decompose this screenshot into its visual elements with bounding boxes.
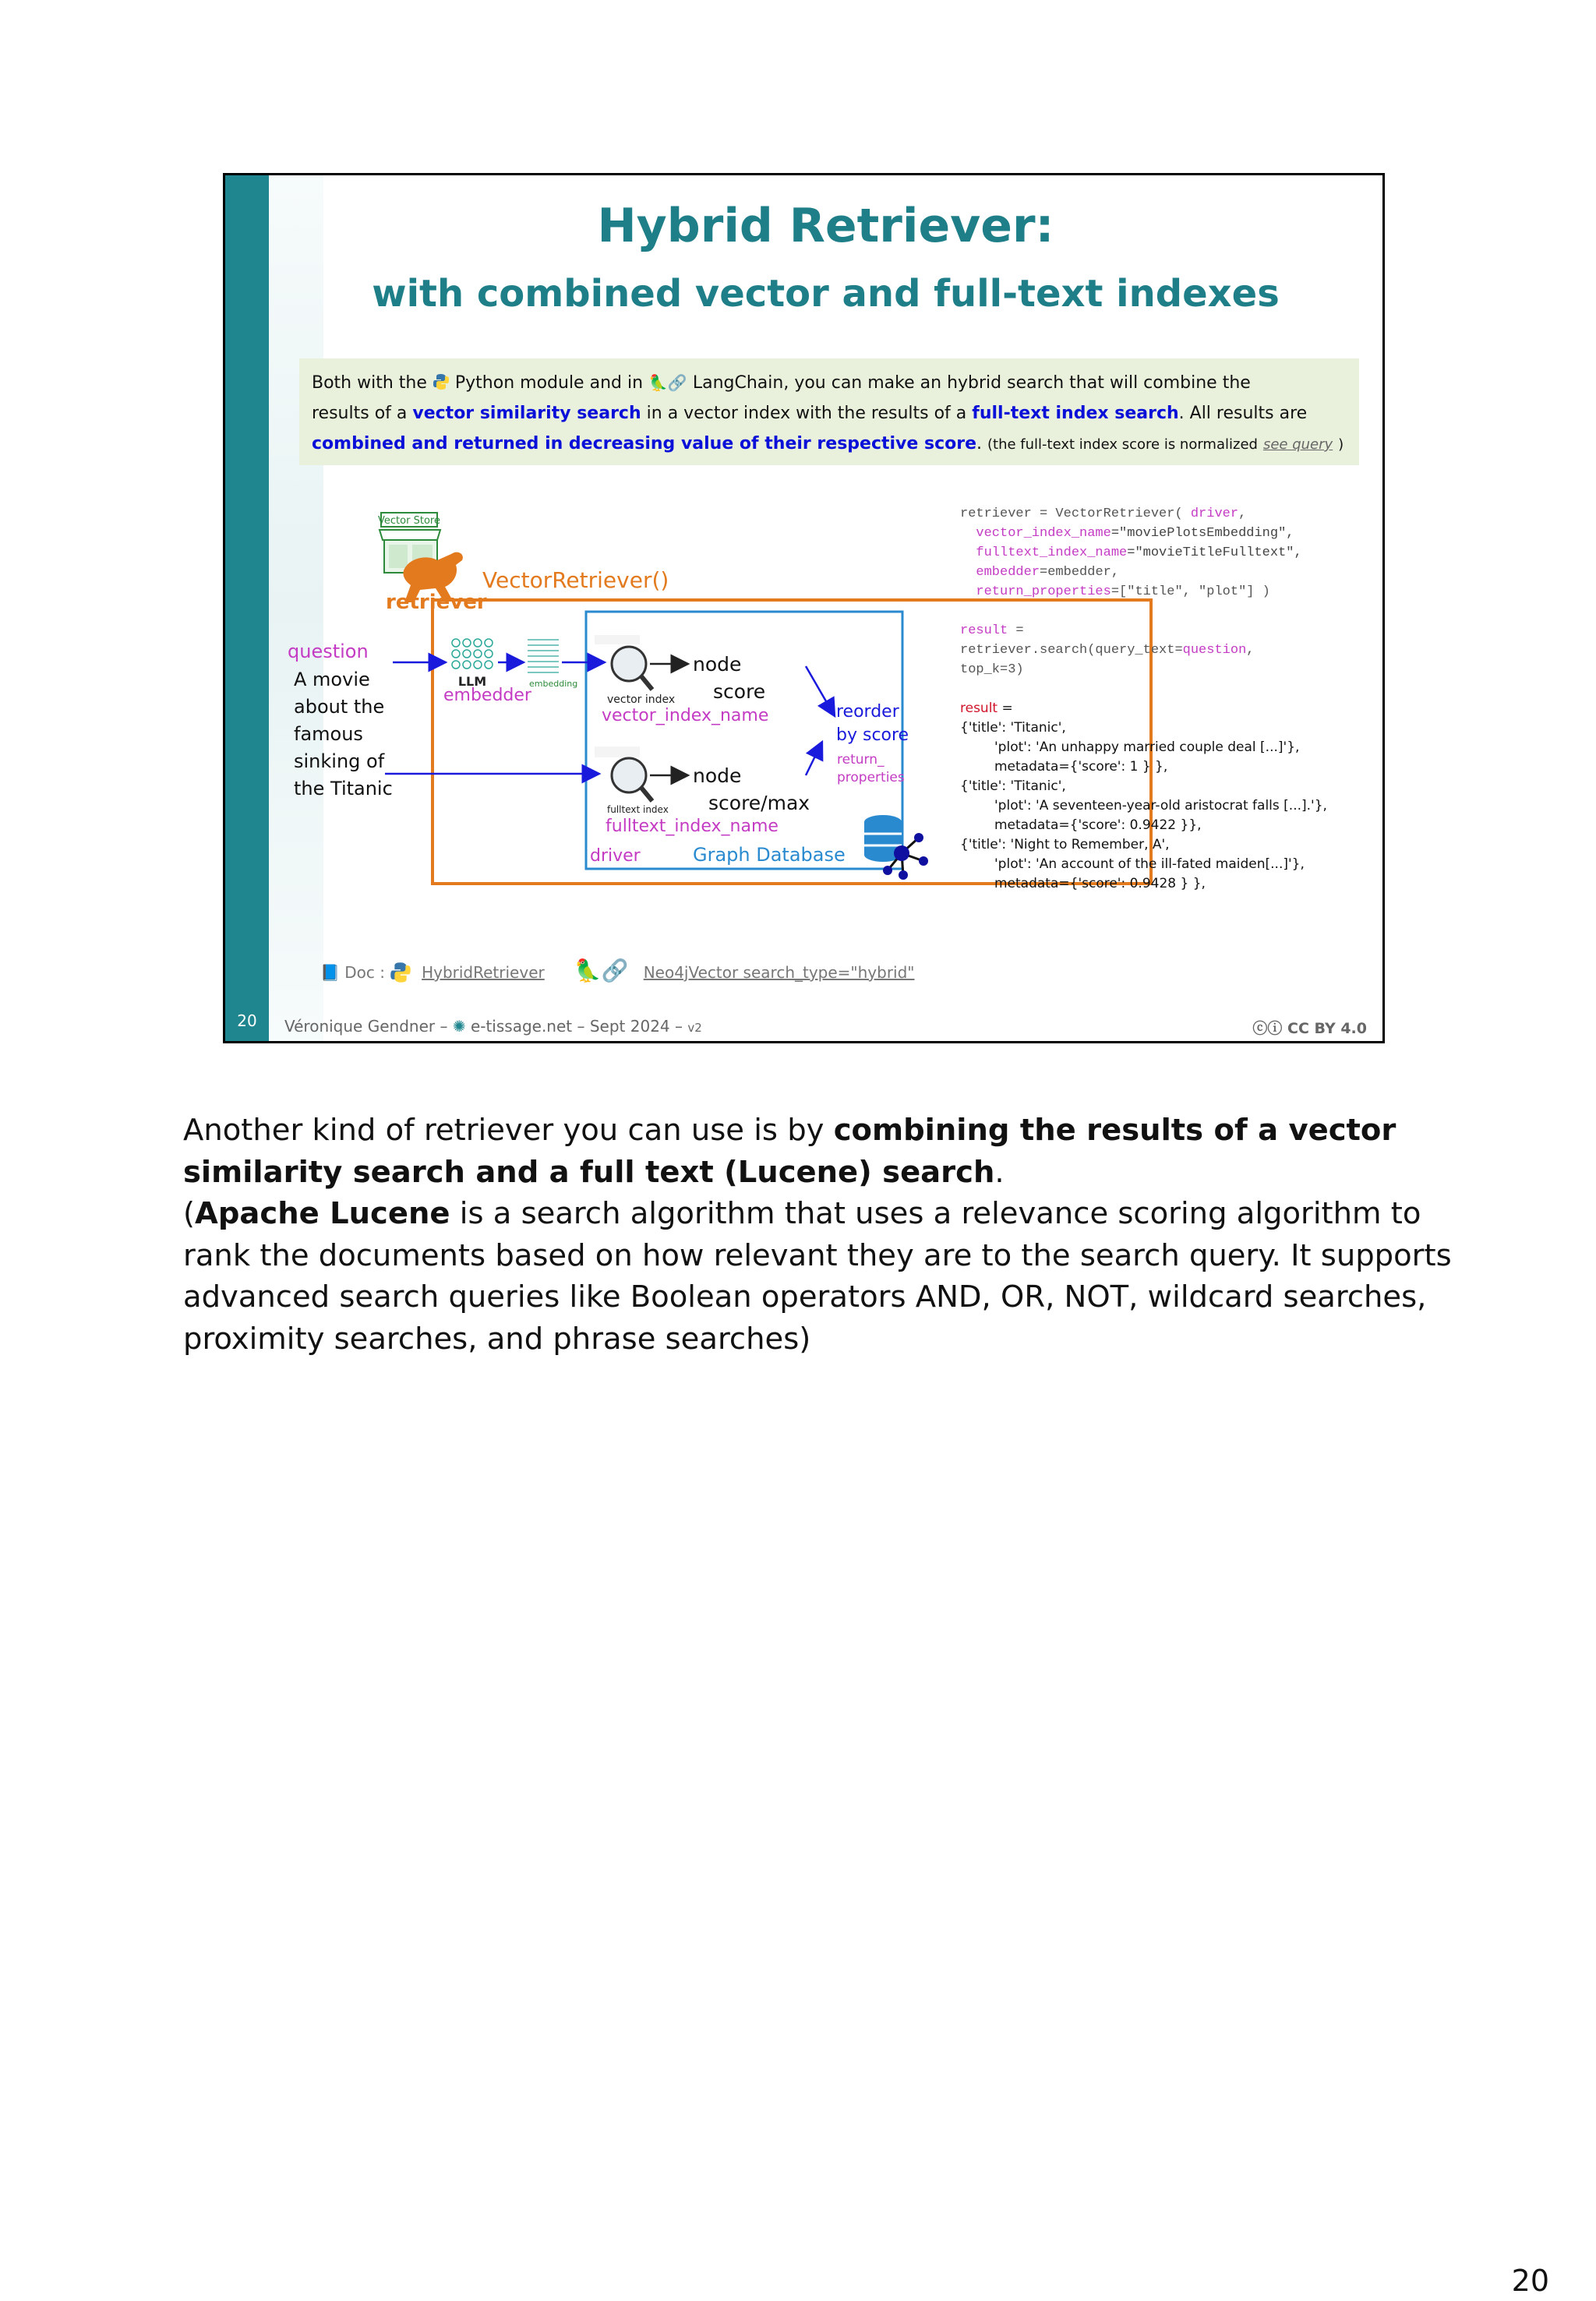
fulltext-index-name-label: fulltext_index_name — [606, 817, 779, 836]
hybrid-retriever-link[interactable]: HybridRetriever — [422, 963, 545, 982]
notes-text: . — [994, 1154, 1005, 1190]
vector-store-label: Vector Store — [378, 515, 440, 527]
intro-note: (the full-text index score is normalized — [987, 436, 1258, 453]
langchain-icon: 🦜🔗 — [648, 373, 687, 392]
python-icon — [390, 962, 411, 983]
intro-highlight: full-text index search — [972, 404, 1179, 423]
embedding-icon — [528, 640, 559, 672]
driver-label: driver — [590, 846, 641, 866]
doc-label: Doc : — [344, 963, 385, 982]
intro-text: Python module and in — [454, 373, 644, 393]
notes-text: is a search algorithm that uses a relevance scoring algorithm to rank the documents based on how relevant they are to the search query. It supports advanced search queries like Boolean operators AND, OR, NOT, wildcard searches, proximity searches, and phrase searches) — [183, 1196, 1452, 1357]
notes-bold: combining the results of a vector similarity search and a full text (Lucene) search — [183, 1113, 1396, 1190]
slide — [223, 173, 1385, 1043]
doc-links — [320, 958, 915, 983]
graph-database-label: Graph Database — [693, 844, 846, 866]
svg-text:famous: famous — [294, 723, 363, 745]
score-label: score — [713, 680, 766, 703]
footer-site: e-tissage.net – Sept 2024 – — [470, 1017, 683, 1036]
slide-footer — [284, 1017, 702, 1036]
see-query-link[interactable]: see query — [1262, 436, 1333, 453]
score-max-label: score/max — [708, 792, 810, 814]
by-score-label: by score — [836, 725, 909, 745]
intro-text: . — [976, 434, 982, 453]
slide-page-number: 20 — [237, 1011, 257, 1030]
fulltext-index-label: fulltext index — [607, 804, 669, 815]
intro-text: LangChain, you can make an hybrid search that will combine the — [692, 373, 1251, 393]
book-icon: 📘 — [320, 963, 340, 982]
svg-text:the Titanic: the Titanic — [294, 778, 393, 799]
code-block: retriever = VectorRetriever( driver, vector_index_name="moviePlotsEmbedding", fulltext_index_name="movieTitleFulltext", embedder=embedder, return_properties=["title", "plot"] ) result = retriever.search(query_text=question, top_k=3) — [960, 506, 1302, 677]
llm-icon — [452, 639, 493, 669]
license-badge — [1252, 1017, 1367, 1038]
node-label: node — [693, 764, 742, 787]
langchain-icon: 🦜🔗 — [574, 958, 629, 983]
notes-text: Another kind of retriever you can use is by — [183, 1113, 824, 1148]
slide-title: Hybrid Retriever: — [597, 199, 1054, 253]
svg-text:A movie: A movie — [294, 669, 370, 690]
intro-text: in a vector index with the results of a — [646, 404, 967, 423]
llm-label: LLM — [457, 674, 487, 689]
result-block: result = {'title': 'Titanic', 'plot': 'An unhappy married couple deal [...]'}, metadata={'score': 1 } }, {'title': 'Titanic', 'plot': 'A seventeen-year-old aristocrat falls [...].'}, metadata={'score': 0.9422 }}, {'title': 'Night to Remember, A', 'plot': 'An account of the ill-fated maiden[...]'}, metadata={'score': 0.9428 } }, — [960, 701, 1327, 891]
retriever-label: retriever — [386, 591, 487, 614]
question-label: question — [288, 641, 369, 662]
vector-index-label: vector index — [607, 693, 676, 706]
cc-icon: ⓒⓘ — [1252, 1020, 1283, 1037]
embedding-label: embedding — [529, 679, 578, 689]
reorder-label: reorder — [836, 702, 899, 722]
return-properties-label: properties — [837, 770, 905, 785]
question-text — [294, 669, 393, 799]
notes-bold: Apache Lucene — [195, 1196, 450, 1231]
intro-note: ) — [1338, 436, 1344, 453]
svg-text:about the: about the — [294, 696, 385, 718]
node-label: node — [693, 653, 742, 676]
footer-version: v2 — [687, 1021, 702, 1035]
arrow-reorder-up — [806, 742, 822, 775]
fulltext-index-icon — [595, 746, 652, 801]
license-label: CC BY 4.0 — [1287, 1020, 1367, 1037]
slide-subtitle: with combined vector and full-text indexes — [372, 272, 1280, 316]
spinning-wheel-icon: ✺ — [452, 1017, 466, 1036]
intro-text: results of a — [312, 404, 408, 423]
notes-text: ( — [183, 1196, 196, 1231]
return-properties-label: return_ — [837, 752, 885, 768]
svg-text:sinking of: sinking of — [294, 750, 385, 772]
arrow-reorder-down — [806, 666, 835, 716]
intro-text: Both with the — [312, 373, 427, 393]
footer-author: Véronique Gendner – — [284, 1017, 448, 1036]
intro-text: . All results are — [1178, 404, 1308, 423]
database-icon — [864, 815, 928, 880]
vector-retriever-label: VectorRetriever() — [482, 567, 669, 593]
speaker-notes — [183, 1110, 1461, 1360]
embedder-label: embedder — [443, 686, 531, 705]
vector-index-name-label: vector_index_name — [602, 706, 769, 725]
intro-highlight: vector similarity search — [412, 404, 641, 423]
page-number: 20 — [1511, 2264, 1549, 2298]
intro-highlight: combined and returned in decreasing value of their respective score — [312, 434, 976, 453]
neo4j-vector-link[interactable]: Neo4jVector search_type="hybrid" — [643, 963, 915, 982]
